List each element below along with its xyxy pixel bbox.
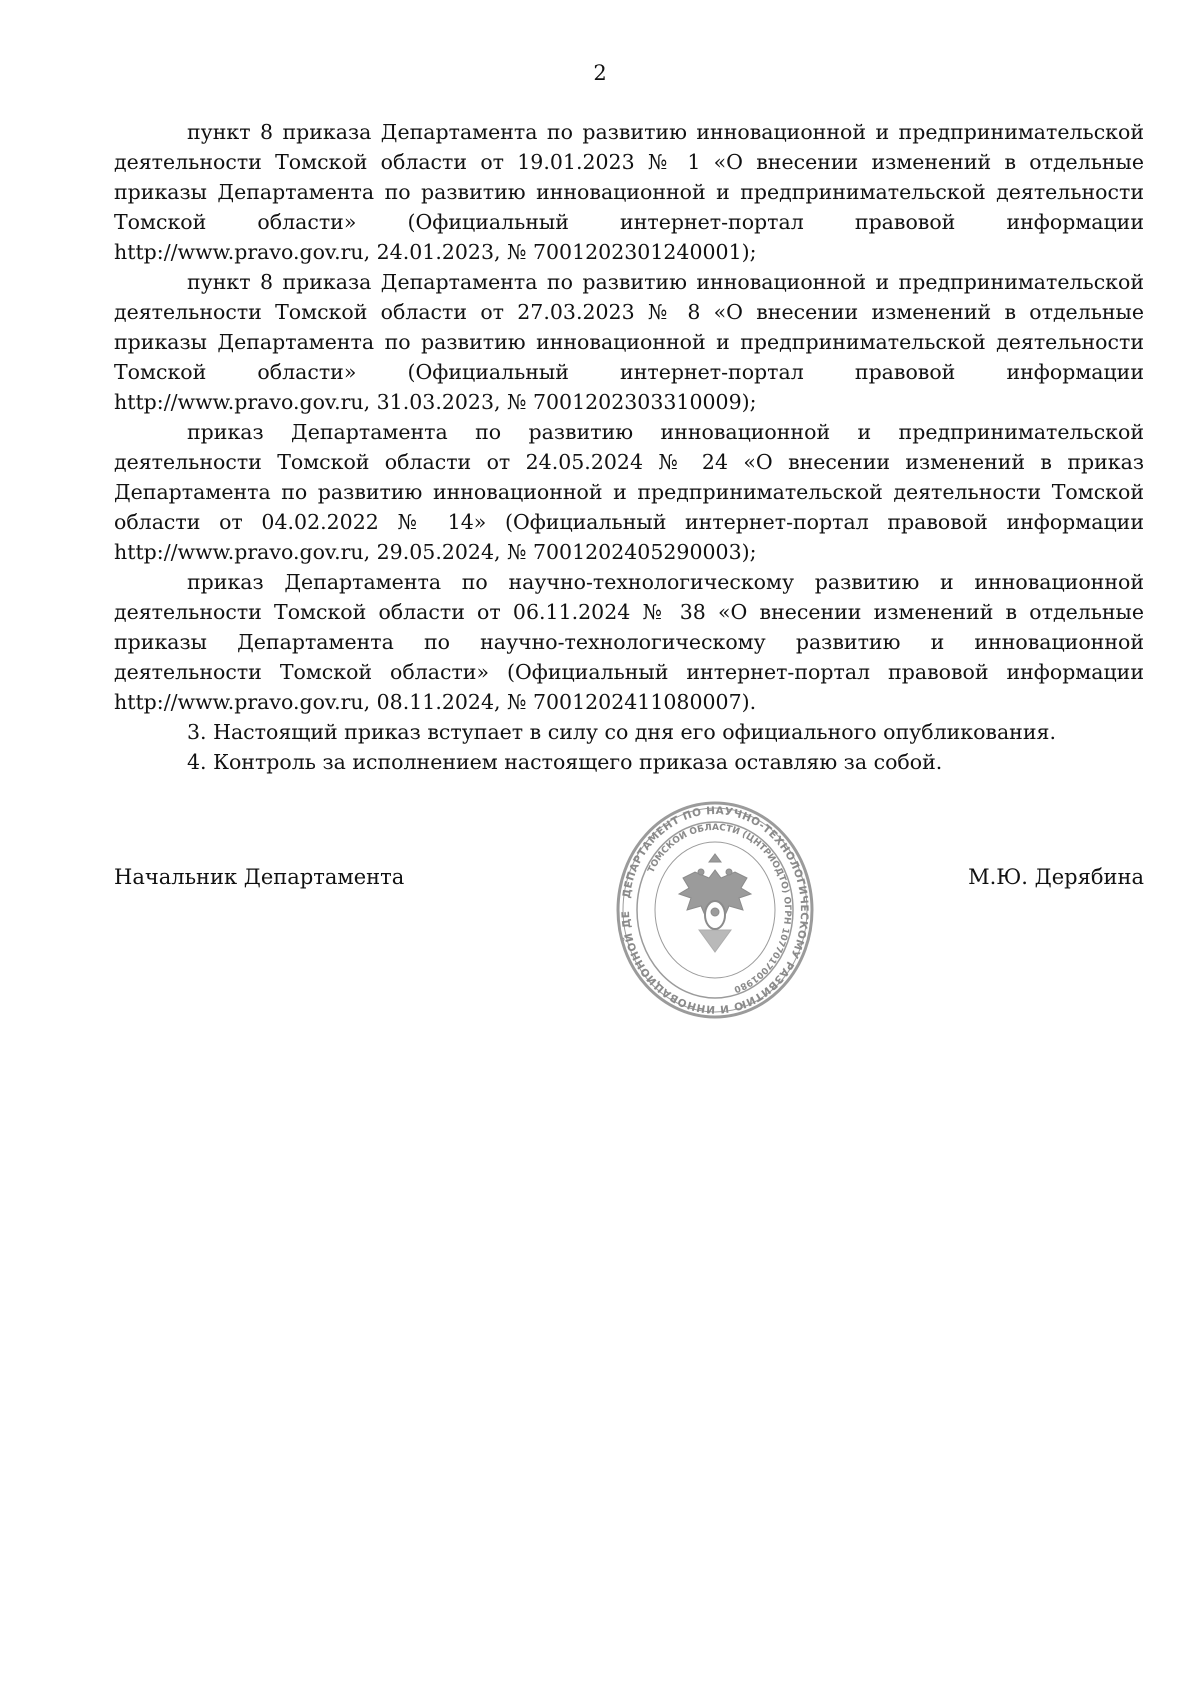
list-item-order-19-01-2023: пункт 8 приказа Департамента по развитию инновационной и предпринимательской деятельности Томской области от 19.01.2023 № 1 «О внесении изменений в отдельные приказы Департамента по развитию инновационной и предпринимательской деятельности Томской области» (Официальный интернет-портал правовой информации http://www.pravo.gov.ru, 24.01.2023, № 7001202301240001); bbox=[114, 120, 1144, 264]
list-item-order-27-03-2023: пункт 8 приказа Департамента по развитию инновационной и предпринимательской деятельности Томской области от 27.03.2023 № 8 «О внесении изменений в отдельные приказы Департамента по развитию инновационной и предпринимательской деятельности Томской области» (Официальный интернет-портал правовой информации http://www.pravo.gov.ru, 31.03.2023, № 7001202303310009); bbox=[114, 270, 1144, 414]
list-item-order-06-11-2024: приказ Департамента по научно-технологическому развитию и инновационной деятельности Томской области от 06.11.2024 № 38 «О внесении изменений в отдельные приказы Департамента по научно-технологическому развитию и инновационной деятельности Томской области» (Официальный интернет-портал правовой информации http://www.pravo.gov.ru, 08.11.2024, № 7001202411080007). bbox=[114, 570, 1144, 714]
seal-outer-text: ДЕПАРТАМЕНТ ПО НАУЧНО-ТЕХНОЛОГИЧЕСКОМУ РАЗВИТИЮ И ИННОВАЦИОННОЙ ДЕ bbox=[619, 804, 811, 1016]
signatory-name: М.Ю. Дерябина bbox=[968, 865, 1144, 889]
document-body bbox=[114, 117, 1144, 777]
list-item-order-24-05-2024: приказ Департамента по развитию инновационной и предпринимательской деятельности Томской области от 24.05.2024 № 24 «О внесении изменений в приказ Департамента по развитию инновационной и предпринимательской деятельности Томской области от 04.02.2022 № 14» (Официальный интернет-портал правовой информации http://www.pravo.gov.ru, 29.05.2024, № 7001202405290003); bbox=[114, 420, 1144, 564]
clause-4: 4. Контроль за исполнением настоящего приказа оставляю за собой. bbox=[187, 750, 943, 774]
clause-3: 3. Настоящий приказ вступает в силу со дня его официального опубликования. bbox=[187, 720, 1056, 744]
seal-stamp-icon bbox=[615, 800, 815, 1020]
coat-of-arms-icon bbox=[679, 854, 751, 952]
signatory-title: Начальник Департамента bbox=[114, 865, 405, 889]
seal-inner-text: ТОМСКОЙ ОБЛАСТИ (ЦНТРИОДТО) ОГРН 1077017001980 bbox=[646, 822, 793, 994]
official-seal bbox=[615, 800, 815, 1020]
page-number: 2 bbox=[593, 61, 607, 85]
